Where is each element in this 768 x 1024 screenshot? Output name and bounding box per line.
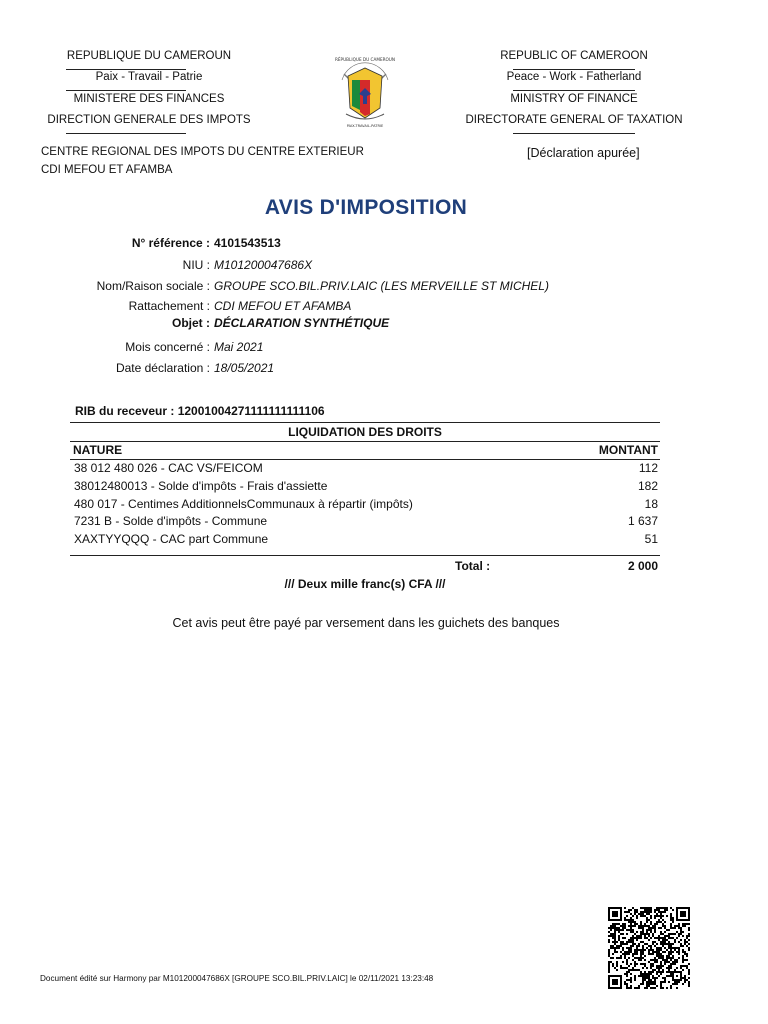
row-amount: 182 xyxy=(637,478,658,493)
niu-value: M101200047686X xyxy=(214,258,313,272)
header-right-direction: DIRECTORATE GENERAL OF TAXATION xyxy=(465,114,683,126)
liquidation-title: LIQUIDATION DES DROITS xyxy=(288,425,442,439)
header-left-direction: DIRECTION GENERALE DES IMPOTS xyxy=(47,114,251,126)
object-label: Objet : xyxy=(172,316,210,330)
row-nature: 38012480013 - Solde d'impôts - Frais d'assiette xyxy=(74,478,328,493)
table-row xyxy=(70,531,660,549)
center-line-2: CDI MEFOU ET AFAMBA xyxy=(41,164,173,176)
month-label: Mois concerné : xyxy=(125,340,210,354)
footer-text: Document édité sur Harmony par M101200047686X [GROUPE SCO.BIL.PRIV.LAIC] le 02/11/2021 13:23:48 xyxy=(40,974,434,983)
center-line-1: CENTRE REGIONAL DES IMPOTS DU CENTRE EXTERIEUR xyxy=(41,146,364,158)
date-value: 18/05/2021 xyxy=(214,361,275,375)
header-right-motto: Peace - Work - Fatherland xyxy=(506,71,642,83)
page-title: AVIS D'IMPOSITION xyxy=(264,196,468,219)
table-row xyxy=(70,460,660,478)
liquidation-rows xyxy=(70,460,660,549)
table-row xyxy=(70,496,660,514)
liquidation-table xyxy=(70,422,660,591)
column-header-amount: MONTANT xyxy=(598,443,658,457)
emblem-text-bottom: PAIX-TRAVAIL-PATRIE xyxy=(346,124,384,128)
table-row xyxy=(70,513,660,531)
header-right-divider xyxy=(513,69,635,70)
row-amount: 112 xyxy=(638,461,658,475)
header-right-divider xyxy=(513,133,635,134)
total-value: 2 000 xyxy=(627,558,658,573)
name-label: Nom/Raison sociale : xyxy=(96,279,210,293)
emblem-text-top: RÉPUBLIQUE DU CAMEROUN xyxy=(335,57,395,62)
header-left-divider xyxy=(66,90,186,91)
total-label: Total : xyxy=(455,558,491,573)
attachment-label: Rattachement : xyxy=(128,299,210,313)
reference-label: N° référence : xyxy=(131,236,210,250)
status-badge: [Déclaration apurée] xyxy=(527,146,640,160)
reference-value: 4101543513 xyxy=(214,236,281,250)
header-right-ministry: MINISTRY OF FINANCE xyxy=(510,93,638,105)
header-left-motto: Paix - Travail - Patrie xyxy=(95,71,203,83)
qr-code-icon xyxy=(608,907,690,989)
rib-line: RIB du receveur : 12001004271111111111106 xyxy=(75,404,325,418)
table-row xyxy=(70,478,660,496)
row-amount: 51 xyxy=(644,532,658,547)
header-left-country: REPUBLIQUE DU CAMEROUN xyxy=(66,50,232,62)
row-amount: 18 xyxy=(644,496,658,511)
header-left-divider xyxy=(66,133,186,134)
row-nature: 480 017 - Centimes AdditionnelsCommunaux à répartir (impôts) xyxy=(74,496,413,511)
header-left-divider xyxy=(66,69,186,70)
row-nature: XAXTYYQQQ - CAC part Commune xyxy=(74,532,269,547)
month-value: Mai 2021 xyxy=(214,340,264,354)
coat-of-arms-icon xyxy=(334,50,396,132)
row-nature: 38 012 480 026 - CAC VS/FEICOM xyxy=(74,461,263,475)
row-nature: 7231 B - Solde d'impôts - Commune xyxy=(74,514,268,529)
qr-code-graphic xyxy=(608,907,690,989)
name-value: GROUPE SCO.BIL.PRIV.LAIC (LES MERVEILLE ST MICHEL) xyxy=(214,279,549,293)
header-left-ministry: MINISTERE DES FINANCES xyxy=(73,93,225,105)
object-value: DÉCLARATION SYNTHÉTIQUE xyxy=(214,316,390,330)
niu-label: NIU : xyxy=(182,258,210,272)
column-header-nature: NATURE xyxy=(73,443,123,457)
amount-in-words: /// Deux mille franc(s) CFA /// xyxy=(284,576,446,591)
header-right-divider xyxy=(513,90,635,91)
row-amount: 1 637 xyxy=(627,514,658,529)
date-label: Date déclaration : xyxy=(115,361,210,375)
payment-note: Cet avis peut être payé par versement dans les guichets des banques xyxy=(172,616,560,630)
attachment-value: CDI MEFOU ET AFAMBA xyxy=(214,299,352,313)
coat-of-arms-emblem xyxy=(334,50,396,132)
header-right-country: REPUBLIC OF CAMEROON xyxy=(500,50,648,62)
